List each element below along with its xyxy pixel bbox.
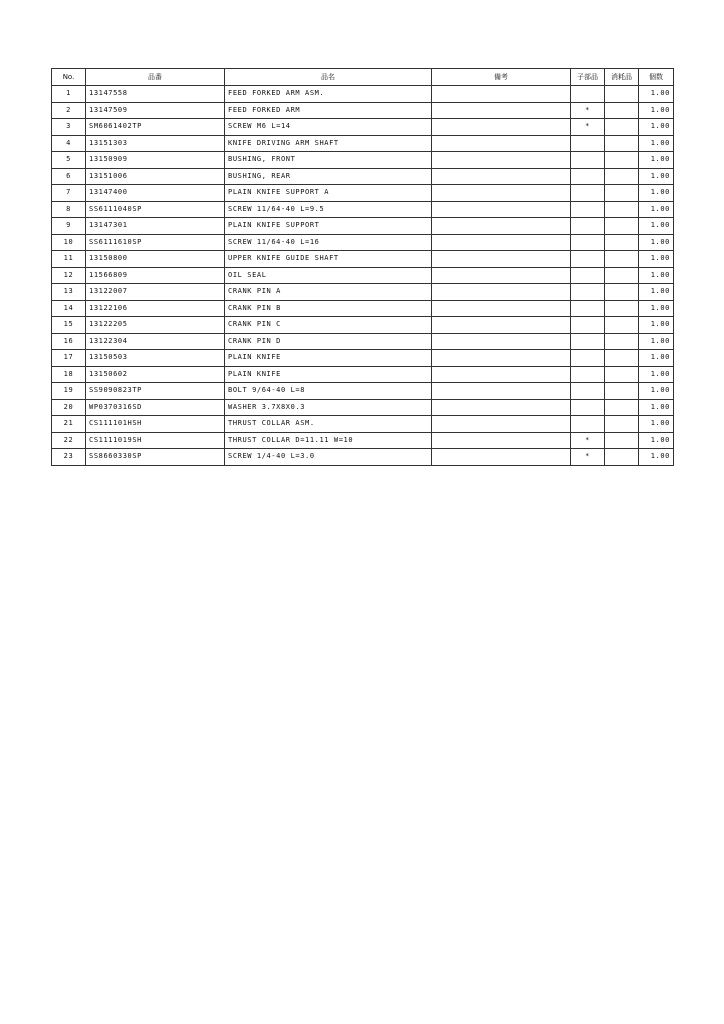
cell-no: 13	[52, 284, 86, 301]
cell-no: 17	[52, 350, 86, 367]
cell-quantity: 1.00	[639, 185, 674, 202]
cell-quantity: 1.00	[639, 317, 674, 334]
table-row	[52, 218, 674, 235]
cell-no: 20	[52, 399, 86, 416]
cell-remarks	[432, 102, 571, 119]
cell-remarks	[432, 201, 571, 218]
cell-quantity: 1.00	[639, 201, 674, 218]
cell-sub-part	[571, 383, 605, 400]
cell-part-name: CRANK PIN D	[225, 333, 432, 350]
cell-part-number: 13147558	[86, 86, 225, 103]
table-row	[52, 135, 674, 152]
cell-consumable	[605, 366, 639, 383]
cell-quantity: 1.00	[639, 333, 674, 350]
cell-sub-part	[571, 416, 605, 433]
cell-consumable	[605, 86, 639, 103]
cell-part-number: 13147400	[86, 185, 225, 202]
cell-consumable	[605, 251, 639, 268]
cell-quantity: 1.00	[639, 383, 674, 400]
cell-sub-part: *	[571, 102, 605, 119]
cell-part-name: PLAIN KNIFE	[225, 350, 432, 367]
cell-sub-part	[571, 333, 605, 350]
cell-remarks	[432, 333, 571, 350]
cell-quantity: 1.00	[639, 432, 674, 449]
parts-table-body	[52, 86, 674, 466]
cell-part-number: 13151303	[86, 135, 225, 152]
cell-part-number: SS9090823TP	[86, 383, 225, 400]
cell-quantity: 1.00	[639, 366, 674, 383]
cell-no: 14	[52, 300, 86, 317]
cell-remarks	[432, 218, 571, 235]
cell-part-name: BOLT 9/64-40 L=8	[225, 383, 432, 400]
cell-part-number: 13122304	[86, 333, 225, 350]
cell-sub-part	[571, 317, 605, 334]
cell-sub-part	[571, 185, 605, 202]
table-row	[52, 119, 674, 136]
cell-part-name: SCREW 11/64-40 L=16	[225, 234, 432, 251]
cell-part-number: 11566809	[86, 267, 225, 284]
cell-remarks	[432, 135, 571, 152]
table-row	[52, 284, 674, 301]
cell-sub-part	[571, 251, 605, 268]
cell-remarks	[432, 416, 571, 433]
cell-sub-part	[571, 284, 605, 301]
cell-remarks	[432, 119, 571, 136]
cell-remarks	[432, 432, 571, 449]
cell-sub-part: *	[571, 449, 605, 466]
cell-part-name: CRANK PIN A	[225, 284, 432, 301]
cell-remarks	[432, 399, 571, 416]
cell-part-name: PLAIN KNIFE SUPPORT	[225, 218, 432, 235]
cell-part-number: 13150602	[86, 366, 225, 383]
cell-part-name: THRUST COLLAR D=11.11 W=10	[225, 432, 432, 449]
cell-no: 9	[52, 218, 86, 235]
cell-consumable	[605, 267, 639, 284]
table-row	[52, 432, 674, 449]
cell-consumable	[605, 119, 639, 136]
table-row	[52, 251, 674, 268]
table-row	[52, 234, 674, 251]
cell-remarks	[432, 383, 571, 400]
cell-consumable	[605, 135, 639, 152]
cell-consumable	[605, 416, 639, 433]
cell-sub-part: *	[571, 432, 605, 449]
cell-part-name: BUSHING, FRONT	[225, 152, 432, 169]
cell-quantity: 1.00	[639, 416, 674, 433]
cell-no: 8	[52, 201, 86, 218]
cell-quantity: 1.00	[639, 234, 674, 251]
cell-part-number: SS6111610SP	[86, 234, 225, 251]
cell-no: 12	[52, 267, 86, 284]
cell-quantity: 1.00	[639, 102, 674, 119]
cell-sub-part	[571, 135, 605, 152]
cell-sub-part	[571, 168, 605, 185]
cell-quantity: 1.00	[639, 449, 674, 466]
cell-no: 7	[52, 185, 86, 202]
cell-sub-part	[571, 366, 605, 383]
table-row	[52, 317, 674, 334]
cell-part-number: CS111101HSH	[86, 416, 225, 433]
cell-sub-part	[571, 267, 605, 284]
cell-no: 15	[52, 317, 86, 334]
table-row	[52, 350, 674, 367]
cell-part-name: SCREW 1/4-40 L=3.0	[225, 449, 432, 466]
cell-sub-part	[571, 152, 605, 169]
cell-consumable	[605, 432, 639, 449]
cell-consumable	[605, 185, 639, 202]
cell-no: 10	[52, 234, 86, 251]
cell-part-number: SS6111040SP	[86, 201, 225, 218]
cell-consumable	[605, 201, 639, 218]
cell-part-name: PLAIN KNIFE SUPPORT A	[225, 185, 432, 202]
cell-remarks	[432, 168, 571, 185]
table-row	[52, 201, 674, 218]
cell-quantity: 1.00	[639, 284, 674, 301]
table-row	[52, 383, 674, 400]
cell-part-number: 13150800	[86, 251, 225, 268]
cell-no: 22	[52, 432, 86, 449]
table-row	[52, 267, 674, 284]
cell-remarks	[432, 317, 571, 334]
cell-sub-part	[571, 218, 605, 235]
cell-part-name: THRUST COLLAR ASM.	[225, 416, 432, 433]
table-row	[52, 416, 674, 433]
cell-part-number: SM6061402TP	[86, 119, 225, 136]
cell-quantity: 1.00	[639, 119, 674, 136]
cell-consumable	[605, 333, 639, 350]
table-row	[52, 102, 674, 119]
cell-part-name: KNIFE DRIVING ARM SHAFT	[225, 135, 432, 152]
header-no: No.	[52, 69, 86, 86]
parts-list-sheet	[51, 68, 673, 466]
cell-part-name: PLAIN KNIFE	[225, 366, 432, 383]
cell-remarks	[432, 284, 571, 301]
cell-consumable	[605, 102, 639, 119]
cell-remarks	[432, 366, 571, 383]
cell-part-number: CS1111019SH	[86, 432, 225, 449]
cell-consumable	[605, 399, 639, 416]
table-row	[52, 185, 674, 202]
cell-sub-part	[571, 300, 605, 317]
table-row	[52, 399, 674, 416]
header-consumable: 消耗品	[605, 69, 639, 86]
cell-consumable	[605, 383, 639, 400]
cell-quantity: 1.00	[639, 86, 674, 103]
parts-table	[51, 68, 674, 466]
cell-no: 21	[52, 416, 86, 433]
table-row	[52, 152, 674, 169]
cell-consumable	[605, 152, 639, 169]
cell-quantity: 1.00	[639, 267, 674, 284]
cell-quantity: 1.00	[639, 399, 674, 416]
cell-consumable	[605, 449, 639, 466]
cell-part-number: 13122007	[86, 284, 225, 301]
header-part-name: 品名	[225, 69, 432, 86]
cell-sub-part	[571, 201, 605, 218]
cell-remarks	[432, 350, 571, 367]
cell-consumable	[605, 317, 639, 334]
cell-remarks	[432, 267, 571, 284]
cell-sub-part: *	[571, 119, 605, 136]
cell-part-name: FEED FORKED ARM	[225, 102, 432, 119]
cell-quantity: 1.00	[639, 300, 674, 317]
cell-part-number: 13147301	[86, 218, 225, 235]
cell-consumable	[605, 234, 639, 251]
cell-no: 23	[52, 449, 86, 466]
cell-consumable	[605, 350, 639, 367]
cell-consumable	[605, 300, 639, 317]
cell-part-number: 13150503	[86, 350, 225, 367]
cell-part-number: SS8660330SP	[86, 449, 225, 466]
header-part-number: 品番	[86, 69, 225, 86]
header-quantity: 個数	[639, 69, 674, 86]
table-header-row	[52, 69, 674, 86]
cell-consumable	[605, 168, 639, 185]
cell-part-number: 13147509	[86, 102, 225, 119]
cell-quantity: 1.00	[639, 251, 674, 268]
cell-no: 5	[52, 152, 86, 169]
cell-sub-part	[571, 350, 605, 367]
cell-part-name: WASHER 3.7X8X0.3	[225, 399, 432, 416]
table-row	[52, 449, 674, 466]
cell-no: 6	[52, 168, 86, 185]
cell-quantity: 1.00	[639, 350, 674, 367]
cell-no: 3	[52, 119, 86, 136]
cell-part-number: 13151006	[86, 168, 225, 185]
cell-quantity: 1.00	[639, 168, 674, 185]
cell-remarks	[432, 185, 571, 202]
cell-no: 18	[52, 366, 86, 383]
cell-consumable	[605, 284, 639, 301]
table-row	[52, 333, 674, 350]
cell-part-number: 13150909	[86, 152, 225, 169]
cell-part-name: BUSHING, REAR	[225, 168, 432, 185]
cell-remarks	[432, 86, 571, 103]
cell-quantity: 1.00	[639, 135, 674, 152]
cell-remarks	[432, 251, 571, 268]
cell-no: 19	[52, 383, 86, 400]
cell-remarks	[432, 449, 571, 466]
cell-part-number: 13122205	[86, 317, 225, 334]
cell-remarks	[432, 152, 571, 169]
cell-remarks	[432, 234, 571, 251]
cell-part-name: OIL SEAL	[225, 267, 432, 284]
cell-consumable	[605, 218, 639, 235]
cell-part-number: WP0370316SD	[86, 399, 225, 416]
cell-part-name: UPPER KNIFE GUIDE SHAFT	[225, 251, 432, 268]
cell-part-name: SCREW 11/64-40 L=9.5	[225, 201, 432, 218]
cell-part-name: SCREW M6 L=14	[225, 119, 432, 136]
cell-no: 2	[52, 102, 86, 119]
header-remarks: 備考	[432, 69, 571, 86]
cell-quantity: 1.00	[639, 218, 674, 235]
cell-no: 1	[52, 86, 86, 103]
cell-remarks	[432, 300, 571, 317]
table-row	[52, 168, 674, 185]
cell-part-name: FEED FORKED ARM ASM.	[225, 86, 432, 103]
cell-no: 11	[52, 251, 86, 268]
cell-no: 4	[52, 135, 86, 152]
cell-no: 16	[52, 333, 86, 350]
table-row	[52, 300, 674, 317]
cell-part-name: CRANK PIN C	[225, 317, 432, 334]
cell-sub-part	[571, 399, 605, 416]
cell-sub-part	[571, 234, 605, 251]
cell-part-name: CRANK PIN B	[225, 300, 432, 317]
cell-sub-part	[571, 86, 605, 103]
table-row	[52, 366, 674, 383]
cell-quantity: 1.00	[639, 152, 674, 169]
cell-part-number: 13122106	[86, 300, 225, 317]
header-sub-part: 子部品	[571, 69, 605, 86]
table-row	[52, 86, 674, 103]
